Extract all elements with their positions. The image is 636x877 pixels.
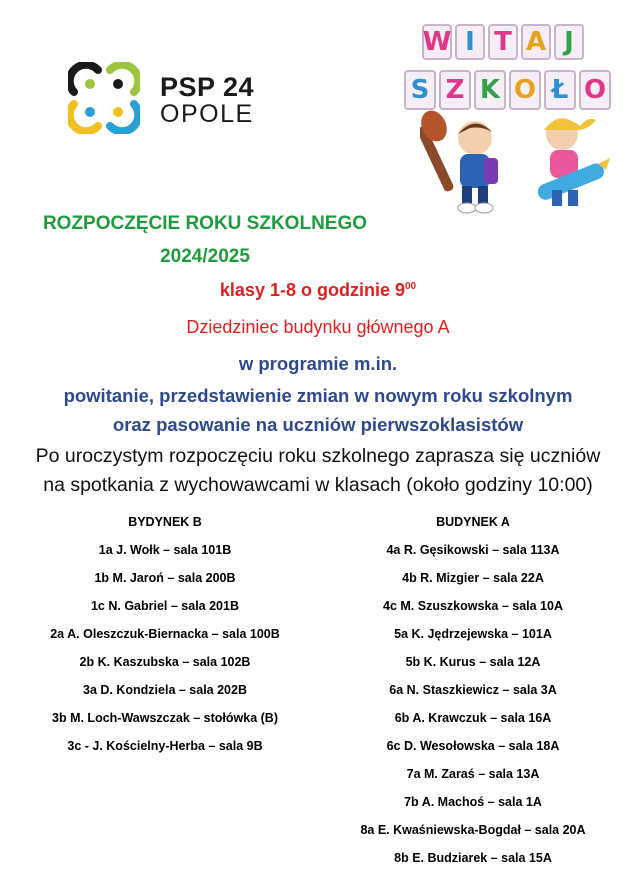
class-room-item: 2a A. Oleszczuk-Biernacka – sala 100B bbox=[50, 627, 280, 641]
class-room-item: 5a K. Jędrzejewska – 101A bbox=[394, 627, 552, 641]
start-time-text: klasy 1-8 o godzinie 9 bbox=[219, 280, 405, 300]
class-room-item: 3a D. Kondziela – sala 202B bbox=[83, 683, 247, 697]
building-a-list bbox=[320, 513, 626, 877]
banner-letter-block: I bbox=[455, 24, 485, 60]
banner-letter-block: J bbox=[554, 24, 584, 60]
logo-text-top: PSP 24 bbox=[160, 72, 255, 102]
banner-letter-block: T bbox=[488, 24, 518, 60]
class-room-item: 7b A. Machoś – sala 1A bbox=[404, 795, 542, 809]
school-logo bbox=[68, 62, 268, 134]
class-room-item: 5b K. Kurus – sala 12A bbox=[405, 655, 541, 669]
welcome-banner bbox=[400, 12, 612, 222]
banner-letter-block: A bbox=[521, 24, 551, 60]
class-room-item: 6a N. Staszkiewicz – sala 3A bbox=[389, 683, 557, 697]
banner-word-1 bbox=[422, 24, 584, 60]
banner-letter-block: K bbox=[474, 70, 506, 110]
event-place: Dziedziniec budynku głównego A bbox=[186, 317, 450, 337]
invite-line-1: Po uroczystym rozpoczęciu roku szkolnego zaprasza się uczniów bbox=[35, 445, 601, 467]
class-room-item: 1a J. Wołk – sala 101B bbox=[98, 543, 232, 557]
building-a-title: BUDYNEK A bbox=[436, 515, 510, 529]
class-room-item: 3c - J. Kościelny-Herba – sala 9B bbox=[67, 739, 263, 753]
logo-rings-icon bbox=[68, 62, 140, 134]
banner-letter-block: Z bbox=[439, 70, 471, 110]
banner-letter-block: O bbox=[579, 70, 611, 110]
start-time bbox=[0, 280, 636, 301]
banner-letter-block: W bbox=[422, 24, 452, 60]
class-room-item: 4b R. Mizgier – sala 22A bbox=[402, 571, 544, 585]
class-room-item: 1c N. Gabriel – sala 201B bbox=[90, 599, 239, 613]
class-room-item: 8b E. Budziarek – sala 15A bbox=[394, 851, 552, 865]
class-room-item: 3b M. Loch-Wawszczak – stołówka (B) bbox=[52, 711, 278, 725]
class-room-item: 1b M. Jaroń – sala 200B bbox=[94, 571, 236, 585]
program-line-1: powitanie, przedstawienie zmian w nowym roku szkolnym bbox=[63, 385, 573, 406]
banner-letter-block: S bbox=[404, 70, 436, 110]
building-b-title: BYDYNEK B bbox=[128, 515, 202, 529]
logo-text-bottom: OPOLE bbox=[160, 100, 254, 128]
event-title: ROZPOCZĘCIE ROKU SZKOLNEGO bbox=[42, 213, 368, 234]
invite-line-2: na spotkania z wychowawcami w klasach (około godziny 10:00) bbox=[43, 474, 593, 496]
banner-word-2 bbox=[404, 70, 611, 110]
program-line-2: oraz pasowanie na uczniów pierwszoklasistów bbox=[112, 414, 524, 435]
class-room-item: 6c D. Wesołowska – sala 18A bbox=[386, 739, 560, 753]
class-room-item: 4a R. Gęsikowski – sala 113A bbox=[386, 543, 560, 557]
building-b-list bbox=[20, 513, 310, 765]
class-room-item: 2b K. Kaszubska – sala 102B bbox=[79, 655, 251, 669]
program-heading: w programie m.in. bbox=[238, 353, 398, 374]
school-year: 2024/2025 bbox=[160, 246, 250, 267]
banner-letter-block: O bbox=[509, 70, 541, 110]
start-time-minutes: 00 bbox=[404, 281, 417, 292]
class-room-item: 4c M. Szuszkowska – sala 10A bbox=[383, 599, 563, 613]
class-room-item: 7a M. Zaraś – sala 13A bbox=[406, 767, 540, 781]
banner-letter-block: Ł bbox=[544, 70, 576, 110]
children-illustration-icon bbox=[420, 108, 610, 220]
class-room-item: 6b A. Krawczuk – sala 16A bbox=[394, 711, 552, 725]
class-room-item: 8a E. Kwaśniewska-Bogdał – sala 20A bbox=[360, 823, 586, 837]
